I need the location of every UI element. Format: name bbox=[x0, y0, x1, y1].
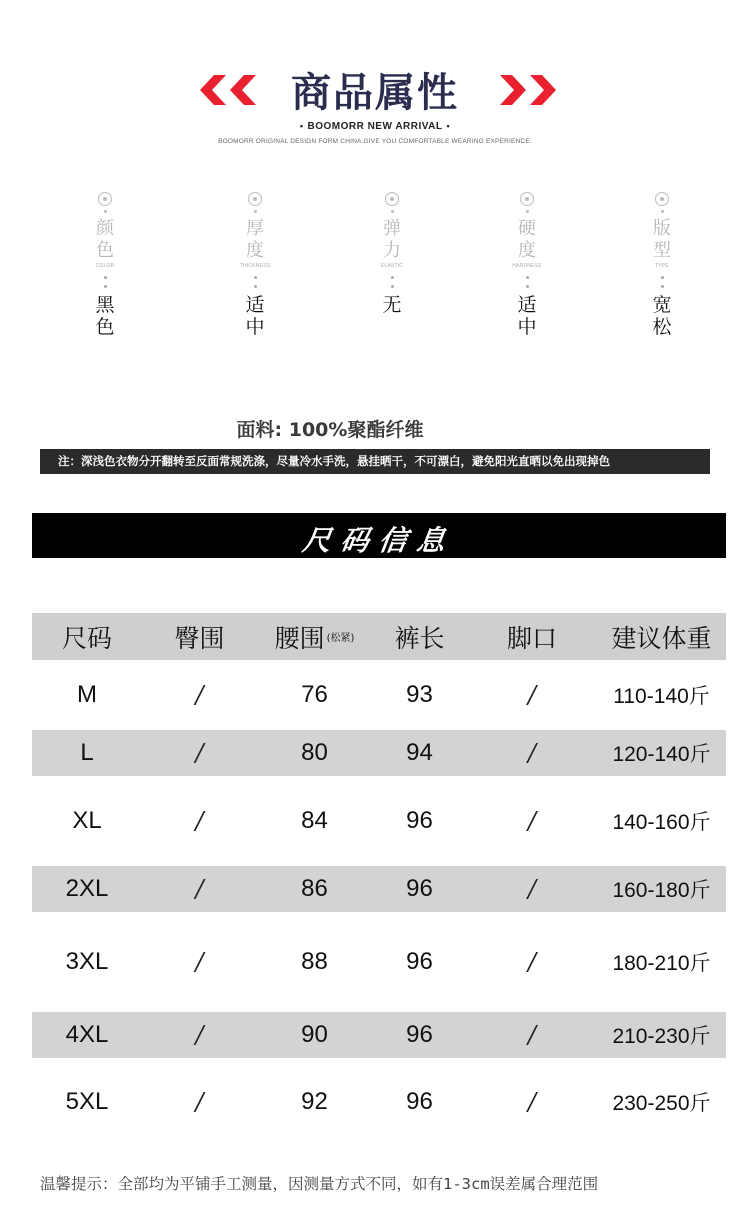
cell-waist: 80 bbox=[301, 739, 328, 766]
cell-size: 3XL bbox=[65, 948, 109, 975]
header-size: 尺码 bbox=[61, 623, 112, 653]
cell-hip: / bbox=[195, 739, 204, 767]
cell-length: 96 bbox=[406, 875, 433, 902]
cell-hip: / bbox=[195, 681, 204, 709]
dots-divider bbox=[225, 276, 285, 288]
cell-hem: / bbox=[527, 875, 537, 903]
cell-size: 4XL bbox=[65, 1021, 109, 1048]
table-row bbox=[32, 1058, 726, 1145]
attribute-en-label: TYPE bbox=[655, 263, 669, 269]
page-title: 商品属性 bbox=[291, 69, 459, 116]
cell-waist: 88 bbox=[301, 948, 328, 975]
attribute-value: 黑色 bbox=[95, 294, 115, 338]
attribute-value: 适中 bbox=[245, 294, 265, 338]
attribute-value: 无 bbox=[382, 294, 402, 316]
bullet-icon: • bbox=[299, 121, 304, 131]
attribute-hardness bbox=[497, 192, 557, 338]
cell-hem: / bbox=[527, 948, 537, 976]
cell-weight: 140-160斤 bbox=[612, 811, 711, 834]
attribute-label: 硬度 bbox=[518, 218, 536, 261]
target-circle-icon bbox=[655, 192, 669, 206]
header-weight: 建议体重 bbox=[611, 623, 712, 653]
cell-hip: / bbox=[195, 1087, 204, 1116]
target-circle-icon bbox=[520, 192, 534, 206]
double-chevron-right-icon bbox=[498, 75, 556, 105]
cell-waist: 90 bbox=[301, 1021, 328, 1048]
size-info-title: 尺码信息 bbox=[300, 524, 458, 557]
dots-divider bbox=[497, 276, 557, 288]
cell-hip: / bbox=[195, 807, 204, 835]
cell-weight: 230-250斤 bbox=[612, 1091, 711, 1115]
cell-hem: / bbox=[527, 1021, 537, 1049]
cell-waist: 76 bbox=[301, 681, 328, 708]
new-arrival-text: BOOMORR NEW ARRIVAL bbox=[307, 121, 443, 132]
cell-hem: / bbox=[527, 807, 537, 835]
header-waist-sub: (松紧) bbox=[326, 633, 355, 644]
attribute-label: 颜色 bbox=[96, 218, 114, 261]
table-body bbox=[32, 660, 726, 1145]
table-row bbox=[32, 660, 726, 730]
cell-weight: 160-180斤 bbox=[612, 879, 711, 902]
attribute-elastic bbox=[362, 192, 422, 316]
table-header-row bbox=[32, 613, 726, 660]
attributes-header bbox=[0, 55, 750, 125]
cell-hip: / bbox=[195, 948, 204, 976]
cell-waist: 84 bbox=[301, 807, 328, 834]
cell-hem: / bbox=[527, 681, 537, 709]
cell-hem: / bbox=[527, 1087, 537, 1116]
header-waist-label: 腰围 bbox=[274, 623, 325, 653]
table-row bbox=[32, 730, 726, 776]
attribute-label: 厚度 bbox=[246, 218, 264, 261]
target-circle-icon bbox=[98, 192, 112, 206]
dot-icon bbox=[661, 210, 664, 213]
attribute-list bbox=[0, 192, 750, 367]
dot-icon bbox=[526, 210, 529, 213]
cell-weight: 120-140斤 bbox=[612, 743, 711, 766]
cell-waist: 92 bbox=[301, 1087, 328, 1115]
header-length: 裤长 bbox=[394, 623, 445, 653]
dots-divider bbox=[362, 276, 422, 288]
target-circle-icon bbox=[385, 192, 399, 206]
brand-tagline: BOOMORR ORIGINAL DESIGN FORM CHINA.GIVE YOU COMFORTABLE WEARING EXPERIENCE. bbox=[218, 138, 532, 145]
cell-length: 96 bbox=[406, 948, 433, 975]
cell-length: 94 bbox=[406, 739, 433, 766]
bullet-icon: • bbox=[446, 121, 451, 131]
table-row bbox=[32, 776, 726, 866]
attribute-thickness bbox=[225, 192, 285, 338]
cell-length: 96 bbox=[406, 1021, 433, 1048]
cell-hip: / bbox=[195, 875, 204, 903]
size-info-banner bbox=[32, 513, 726, 558]
cell-size: 2XL bbox=[65, 875, 109, 902]
dots-divider bbox=[75, 276, 135, 288]
cell-size: 5XL bbox=[65, 1087, 109, 1115]
cell-hem: / bbox=[527, 739, 537, 767]
attribute-en-label: ELASTIC bbox=[380, 263, 404, 269]
cell-waist: 86 bbox=[301, 875, 328, 902]
size-table bbox=[32, 613, 726, 1145]
cell-length: 96 bbox=[406, 807, 433, 834]
cell-hip: / bbox=[195, 1021, 204, 1049]
attribute-color bbox=[75, 192, 135, 338]
dots-divider bbox=[632, 276, 692, 288]
attribute-en-label: THICKNESS bbox=[239, 263, 271, 269]
cell-size: L bbox=[80, 739, 94, 766]
cell-length: 96 bbox=[406, 1087, 433, 1115]
fabric-composition: 面料: 100%聚酯纤维 bbox=[236, 419, 424, 441]
table-row bbox=[32, 1012, 726, 1058]
dot-icon bbox=[254, 210, 257, 213]
attribute-label: 版型 bbox=[653, 218, 671, 261]
measurement-note: 温馨提示：全部均为平铺手工测量，因测量方式不同，如有1-3cm误差属合理范围 bbox=[40, 1175, 599, 1193]
cell-weight: 210-230斤 bbox=[612, 1025, 711, 1048]
target-circle-icon bbox=[248, 192, 262, 206]
header-waist bbox=[257, 613, 372, 660]
attribute-type bbox=[632, 192, 692, 338]
cell-size: XL bbox=[72, 807, 102, 834]
cell-length: 93 bbox=[406, 681, 433, 708]
attribute-value: 宽松 bbox=[652, 294, 672, 338]
dot-icon bbox=[391, 210, 394, 213]
table-row bbox=[32, 912, 726, 1012]
header-hip: 臀围 bbox=[174, 623, 225, 653]
care-note-bar: 注：深浅色衣物分开翻转至反面常规洗涤，尽量冷水手洗，悬挂晒干，不可漂白，避免阳光直晒以免出现掉色 bbox=[40, 449, 710, 474]
attribute-en-label: COLOR bbox=[95, 263, 115, 269]
cell-size: M bbox=[77, 681, 97, 708]
dot-icon bbox=[104, 210, 107, 213]
attribute-label: 弹力 bbox=[383, 218, 401, 261]
attribute-en-label: HARDNESS bbox=[512, 263, 542, 269]
cell-weight: 110-140斤 bbox=[613, 685, 710, 708]
table-row bbox=[32, 866, 726, 912]
header-hem: 脚口 bbox=[506, 623, 557, 653]
new-arrival-caption bbox=[0, 121, 750, 132]
attribute-value: 适中 bbox=[517, 294, 537, 338]
cell-weight: 180-210斤 bbox=[612, 952, 711, 975]
